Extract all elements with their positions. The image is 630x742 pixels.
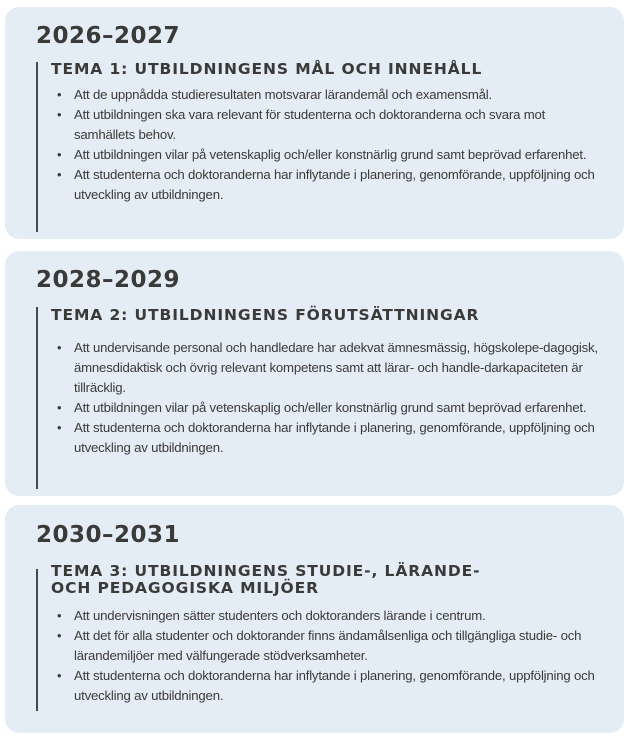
vertical-rule [36, 62, 38, 232]
theme-heading: TEMA 2: UTBILDNINGENS FÖRUTSÄTTNINGAR [51, 306, 480, 324]
theme-heading: TEMA 1: UTBILDNINGENS MÅL OCH INNEHÅLL [51, 60, 483, 78]
panel-2028-2029 [5, 251, 624, 496]
panel-2026-2027 [5, 7, 624, 239]
period-heading: 2028–2029 [36, 267, 181, 293]
vertical-rule [36, 569, 38, 711]
panel-2030-2031 [5, 505, 624, 733]
list-item: • Att studenterna och doktoranderna har inflytande i planering, genomförande, uppföljning och utveckling av utbildningen. [51, 666, 596, 706]
period-heading: 2026–2027 [36, 23, 181, 49]
list-item: • Att utbildningen ska vara relevant för studenterna och doktoranderna och svara mot samhällets behov. [51, 105, 596, 145]
list-item: • Att utbildningen vilar på vetenskaplig och/eller konstnärlig grund samt beprövad erfarenhet. [51, 145, 596, 165]
criteria-list [51, 606, 596, 706]
vertical-rule [36, 307, 38, 489]
list-item: • Att de uppnådda studieresultaten motsvarar lärandemål och examensmål. [51, 85, 596, 105]
list-item: • Att studenterna och doktoranderna har inflytande i planering, genomförande, uppföljning och utveckling av utbildningen. [51, 165, 596, 205]
criteria-list [51, 338, 606, 458]
list-item: • Att undervisande personal och handledare har adekvat ämnesmässig, högskolepe-dagogisk, ämnesdidaktisk och övrig relevant kompetens samt att lärar- och handle-darkapaciteten är tillräcklig. [51, 338, 606, 398]
theme-heading: TEMA 3: UTBILDNINGENS STUDIE-, LÄRANDE- OCH PEDAGOGISKA MILJÖER [51, 562, 481, 597]
criteria-list [51, 85, 596, 205]
list-item: • Att studenterna och doktoranderna har inflytande i planering, genomförande, uppföljning och utveckling av utbildningen. [51, 418, 606, 458]
list-item: • Att det för alla studenter och doktorander finns ändamålsenliga och tillgängliga studie- och lärandemiljöer med välfungerade stödverksamheter. [51, 626, 596, 666]
list-item: • Att undervisningen sätter studenters och doktoranders lärande i centrum. [51, 606, 596, 626]
list-item: • Att utbildningen vilar på vetenskaplig och/eller konstnärlig grund samt beprövad erfarenhet. [51, 398, 606, 418]
period-heading: 2030–2031 [36, 522, 181, 548]
